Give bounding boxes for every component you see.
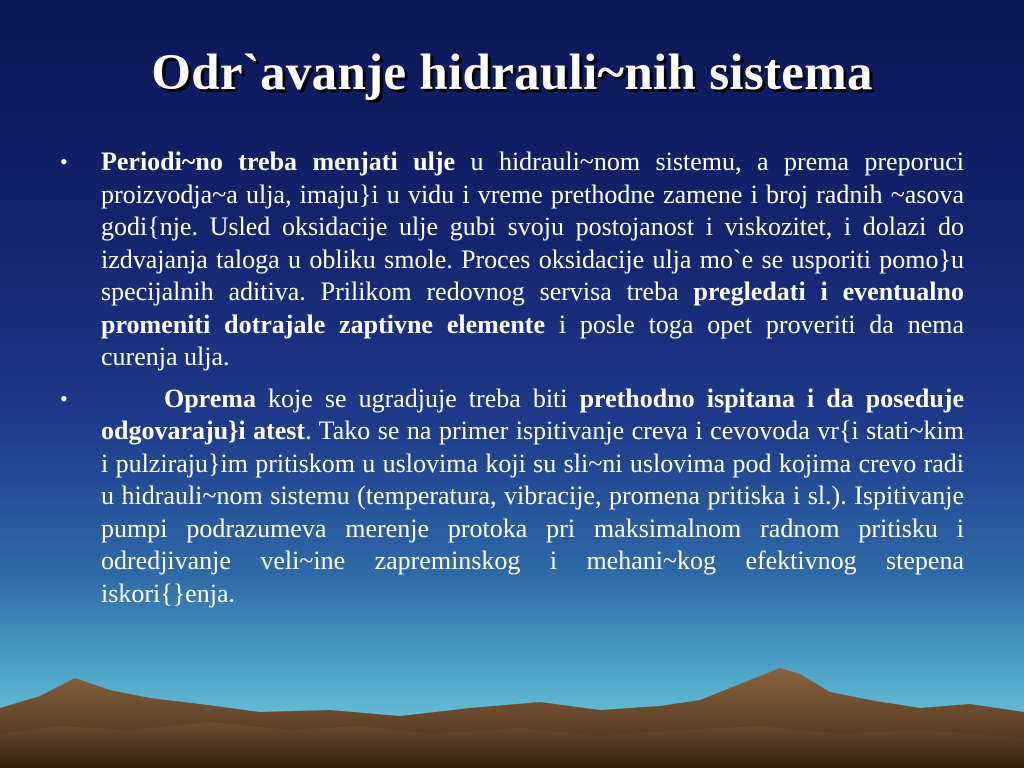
emphasis-text: prethodno ispitana i da poseduje odgovaraju}i atest	[101, 383, 964, 445]
body-text: i posle toga opet proveriti da nema curenja ulja.	[101, 309, 964, 371]
emphasis-text: Periodi~no treba menjati ulje	[101, 147, 456, 176]
bullet-item-equipment	[58, 383, 964, 611]
body-text: koje se ugradjuje treba biti	[255, 383, 580, 413]
bullet-icon: •	[60, 149, 68, 174]
emphasis-text: Oprema	[164, 383, 256, 413]
body-text: . Tako se na primer ispitivanje creva i cevovoda vr{i stati~kim i pulziraju}im pritiskom u uslovima koji su sli~ni uslovima pod kojima crevo radi u hidrauli~nom sistemu (temperatura, vibracije, promena pritiska i sl.). Ispitivanje pumpi podrazumeva merenje protoka pri maksimalnom radnom pritisku i odredjivanje veli~ine zapreminskog i mehani~kog efektivnog stepena iskori{}enja.	[101, 416, 965, 608]
emphasis-text: pregledati i eventualno promeniti dotrajale zaptivne elemente	[101, 277, 964, 339]
bullet-icon: •	[60, 385, 68, 411]
slide-title: Odr`avanje hidrauli~nih sistema	[151, 45, 873, 101]
body-text: u hidrauli~nom sistemu, a prema preporuci proizvodja~a ulja, imaju}i u vidu i vreme prethodne zamene i broj radnih ~asova godi{nje. Usled oksidacije ulje gubi svoju postojanost i viskozitet, i dolazi do izdvajanja taloga u obliku smole. Proces oksidacije ulja mo`e se usporiti pomo}u specijalnih aditiva. Prilikom redovnog servisa treba	[101, 147, 964, 306]
bullet-item-oil-change	[58, 146, 964, 374]
slide-content	[58, 146, 964, 619]
mountain-decoration	[0, 638, 1024, 768]
